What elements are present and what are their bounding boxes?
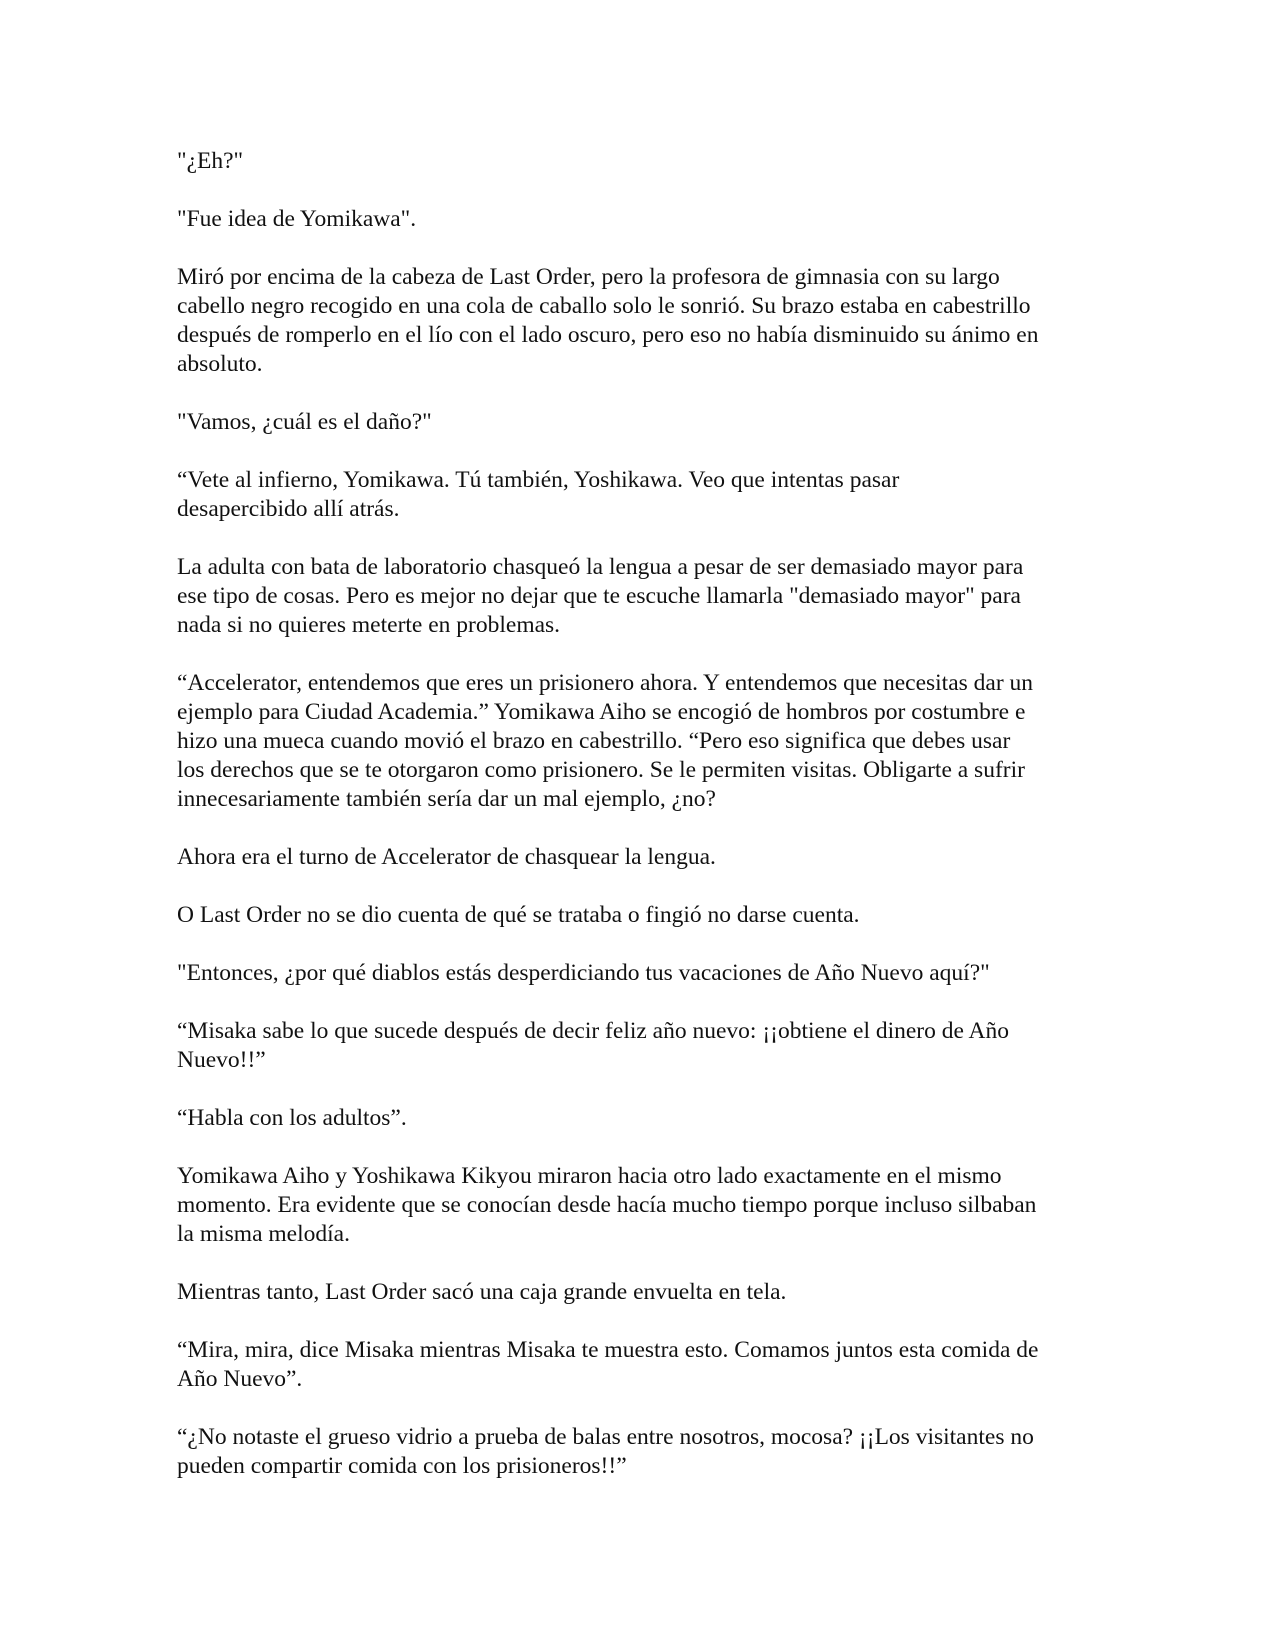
text-line: los derechos que se te otorgaron como prisionero. Se le permiten visitas. Obligarte a sufrir [177,757,1025,783]
text-line: "Entonces, ¿por qué diablos estás desperdiciando tus vacaciones de Año Nuevo aquí?" [177,960,990,986]
document-page [177,147,1137,1510]
paragraph [177,1278,1137,1307]
text-line: “Mira, mira, dice Misaka mientras Misaka te muestra esto. Comamos juntos esta comida de [177,1337,1039,1363]
paragraph [177,147,1137,176]
paragraph [177,901,1137,930]
text-line: desapercibido allí atrás. [177,496,400,522]
text-line: "¿Eh?" [177,148,244,174]
text-line: innecesariamente también sería dar un mal ejemplo, ¿no? [177,786,716,812]
paragraph [177,466,1137,524]
text-line: momento. Era evidente que se conocían desde hacía mucho tiempo porque incluso silbaban [177,1192,1037,1218]
paragraph [177,1162,1137,1249]
paragraph [177,959,1137,988]
text-line: Año Nuevo”. [177,1366,303,1392]
paragraph [177,553,1137,640]
text-line: "Vamos, ¿cuál es el daño?" [177,409,432,435]
text-line: "Fue idea de Yomikawa". [177,206,417,232]
paragraph [177,1423,1137,1481]
text-line: La adulta con bata de laboratorio chasqueó la lengua a pesar de ser demasiado mayor para [177,554,1024,580]
text-line: O Last Order no se dio cuenta de qué se trataba o fingió no darse cuenta. [177,902,860,928]
text-line: “Habla con los adultos”. [177,1105,407,1131]
text-line: la misma melodía. [177,1221,350,1247]
text-line: Mientras tanto, Last Order sacó una caja grande envuelta en tela. [177,1279,787,1305]
paragraph [177,205,1137,234]
paragraph [177,669,1137,814]
text-line: ejemplo para Ciudad Academia.” Yomikawa Aiho se encogió de hombros por costumbre e [177,699,1026,725]
text-line: pueden compartir comida con los prisioneros!!” [177,1453,627,1479]
text-line: “Vete al infierno, Yomikawa. Tú también, Yoshikawa. Veo que intentas pasar [177,467,900,493]
paragraph [177,1104,1137,1133]
text-line: absoluto. [177,351,263,377]
text-line: ese tipo de cosas. Pero es mejor no dejar que te escuche llamarla "demasiado mayor" para [177,583,1021,609]
text-line: hizo una mueca cuando movió el brazo en cabestrillo. “Pero eso significa que debes usar [177,728,1011,754]
text-line: Ahora era el turno de Accelerator de chasquear la lengua. [177,844,716,870]
paragraph [177,408,1137,437]
text-line: “Misaka sabe lo que sucede después de decir feliz año nuevo: ¡¡obtiene el dinero de Año [177,1018,1009,1044]
text-line: Yomikawa Aiho y Yoshikawa Kikyou miraron hacia otro lado exactamente en el mismo [177,1163,1002,1189]
text-line: “¿No notaste el grueso vidrio a prueba de balas entre nosotros, mocosa? ¡¡Los visitantes no [177,1424,1034,1450]
text-line: “Accelerator, entendemos que eres un prisionero ahora. Y entendemos que necesitas dar un [177,670,1034,696]
text-line: cabello negro recogido en una cola de caballo solo le sonrió. Su brazo estaba en cabestrillo [177,293,1031,319]
paragraph [177,263,1137,379]
text-line: Miró por encima de la cabeza de Last Order, pero la profesora de gimnasia con su largo [177,264,1000,290]
text-line: Nuevo!!” [177,1047,266,1073]
paragraph [177,1336,1137,1394]
text-line: después de romperlo en el lío con el lado oscuro, pero eso no había disminuido su ánimo en [177,322,1039,348]
paragraph [177,1017,1137,1075]
text-line: nada si no quieres meterte en problemas. [177,612,561,638]
paragraph [177,843,1137,872]
